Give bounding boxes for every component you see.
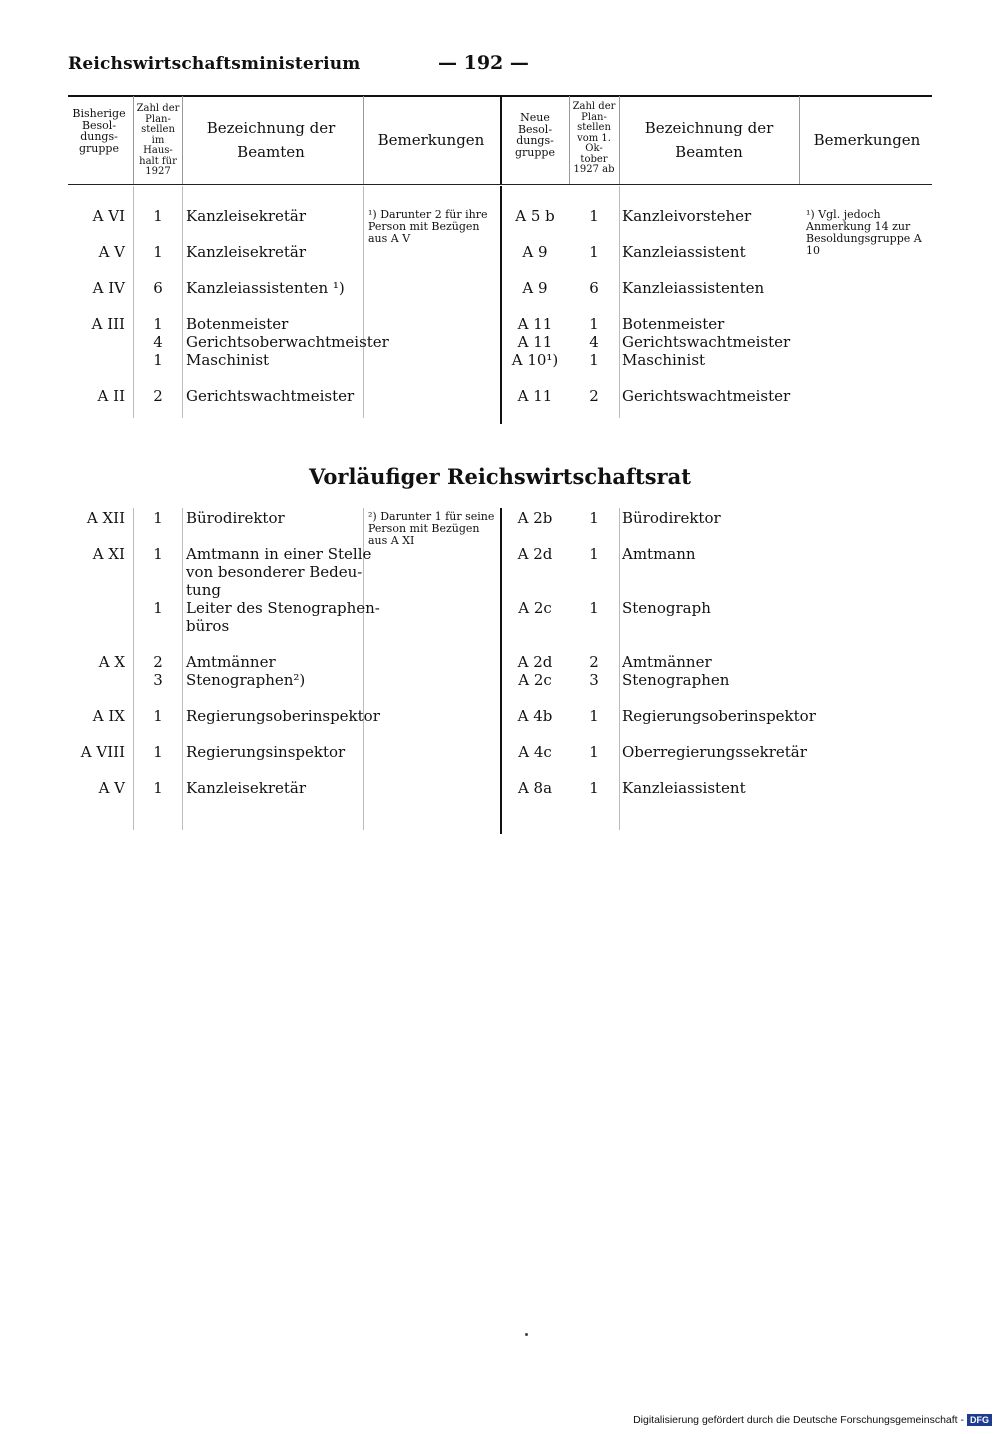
old-group: A III (91, 315, 125, 333)
header-bisherige-gruppe: Bisherige Besol-dungs-gruppe (72, 107, 126, 155)
title: Kanzleisekretär (186, 243, 307, 261)
title: Kanzleiassistenten ¹) (186, 279, 345, 297)
new-group: A 10¹) (511, 351, 559, 369)
count: 1 (153, 243, 163, 261)
title-new: Kanzleiassistenten (622, 279, 765, 297)
count: 3 (153, 671, 163, 689)
old-group: A V (98, 779, 125, 797)
old-group: A IV (92, 279, 125, 297)
count: 2 (153, 653, 163, 671)
count-new: 6 (589, 279, 599, 297)
title-new: Gerichtswachtmeister (622, 333, 791, 351)
count-new: 1 (589, 243, 599, 261)
count: 1 (153, 315, 163, 333)
divider (363, 186, 364, 418)
new-group: A 4c (518, 743, 552, 761)
count: 1 (153, 743, 163, 761)
title-new: Gerichtswachtmeister (622, 387, 791, 405)
new-group: A 2b (517, 509, 553, 527)
section-title: Vorläufiger Reichswirtschaftsrat (309, 464, 691, 489)
old-group: A IX (92, 707, 125, 725)
title: Bürodirektor (186, 509, 285, 527)
old-group: A V (98, 243, 125, 261)
title: Gerichtswachtmeister (186, 387, 355, 405)
title: Gerichtsoberwachtmeister (186, 333, 389, 351)
new-group: A 11 (517, 387, 553, 405)
divider (133, 508, 134, 830)
title: Kanzleisekretär (186, 779, 307, 797)
count-new: 1 (589, 207, 599, 225)
new-group: A 4b (517, 707, 553, 725)
old-group: A X (98, 653, 125, 671)
running-head: Reichswirtschaftsministerium (68, 54, 361, 74)
footer-text: Digitalisierung gefördert durch die Deutsche Forschungsgemeinschaft - (633, 1414, 964, 1426)
title-new: Kanzleiassistent (622, 779, 746, 797)
count-new: 1 (589, 599, 599, 617)
count-new: 1 (589, 315, 599, 333)
count: 1 (153, 599, 163, 617)
new-group: A 11 (517, 315, 553, 333)
title-new: Stenograph (622, 599, 711, 617)
dfg-logo: DFG (967, 1414, 992, 1426)
footnote-1-left: ¹) Darunter 2 für ihre Person mit Bezügen aus A V (368, 208, 488, 245)
divider (363, 96, 364, 184)
title-new: Bürodirektor (622, 509, 721, 527)
count-new: 1 (589, 743, 599, 761)
new-group: A 9 (522, 243, 548, 261)
count-new: 1 (589, 707, 599, 725)
header-rule (68, 184, 932, 185)
title: Regierungsoberinspektor (186, 707, 380, 725)
divider (619, 508, 620, 830)
center-divider (500, 186, 502, 424)
title-new: Maschinist (622, 351, 706, 369)
title: Amtmann in einer Stelle (186, 545, 372, 563)
divider (133, 186, 134, 418)
title-new: Botenmeister (622, 315, 725, 333)
title-new: Kanzleiassistent (622, 243, 746, 261)
title: Stenographen²) (186, 671, 306, 689)
page-number: — 192 — (438, 52, 529, 74)
count-new: 1 (589, 779, 599, 797)
divider (133, 96, 134, 184)
title-new: Kanzleivorsteher (622, 207, 752, 225)
header-neue-gruppe: Neue Besol-dungs-gruppe (515, 111, 555, 159)
new-group: A 2c (518, 671, 552, 689)
header-zahl-1927: Zahl der Plan-stellen im Haus-halt für 1927 (136, 103, 180, 177)
count-new: 1 (589, 545, 599, 563)
count: 1 (153, 707, 163, 725)
title-new: Amtmänner (622, 653, 712, 671)
count-new: 1 (589, 509, 599, 527)
title: Botenmeister (186, 315, 289, 333)
title: Leiter des Stenographen- (186, 599, 380, 617)
old-group: A XI (92, 545, 125, 563)
count: 1 (153, 509, 163, 527)
old-group: A XII (86, 509, 125, 527)
header-zahl-okt: Zahl der Plan-stellen vom 1. Ok-tober 1927 ab (572, 101, 616, 175)
divider (569, 96, 570, 184)
count: 1 (153, 351, 163, 369)
title: Maschinist (186, 351, 270, 369)
header-bemerkungen-2: Bemerkungen (813, 131, 921, 149)
count: 1 (153, 779, 163, 797)
center-divider (500, 508, 502, 834)
title-continued: büros (186, 617, 230, 635)
header-bezeichnung: Bezeichnung der Beamten (206, 119, 336, 161)
scan-speck (525, 1333, 528, 1336)
new-group: A 8a (517, 779, 553, 797)
count: 6 (153, 279, 163, 297)
new-group: A 2d (517, 545, 553, 563)
title-new: Stenographen (622, 671, 730, 689)
title-new: Regierungsoberinspektor (622, 707, 816, 725)
divider (182, 508, 183, 830)
count: 1 (153, 545, 163, 563)
divider (799, 96, 800, 184)
old-group: A VIII (80, 743, 125, 761)
new-group: A 2c (518, 599, 552, 617)
footer (633, 1414, 992, 1426)
footnote-1-right: ¹) Vgl. jedoch Anmerkung 14 zur Besoldungsgruppe A 10 (806, 208, 922, 257)
divider (500, 96, 502, 184)
count-new: 2 (589, 387, 599, 405)
new-group: A 5 b (515, 207, 555, 225)
count-new: 3 (589, 671, 599, 689)
divider (619, 186, 620, 418)
count: 4 (153, 333, 163, 351)
old-group: A VI (92, 207, 125, 225)
title: Kanzleisekretär (186, 207, 307, 225)
divider (619, 96, 620, 184)
title-new: Amtmann (622, 545, 696, 563)
count: 1 (153, 207, 163, 225)
count-new: 1 (589, 351, 599, 369)
header-bemerkungen: Bemerkungen (377, 131, 485, 149)
old-group: A II (97, 387, 125, 405)
divider (182, 96, 183, 184)
divider (182, 186, 183, 418)
count: 2 (153, 387, 163, 405)
count-new: 4 (589, 333, 599, 351)
new-group: A 2d (517, 653, 553, 671)
new-group: A 11 (517, 333, 553, 351)
header-bezeichnung-2: Bezeichnung der Beamten (644, 119, 774, 161)
footnote-2-left: ²) Darunter 1 für seine Person mit Bezügen aus A XI (368, 510, 495, 547)
count-new: 2 (589, 653, 599, 671)
title-continued: tung (186, 581, 221, 599)
title: Regierungsinspektor (186, 743, 346, 761)
new-group: A 9 (522, 279, 548, 297)
title-new: Oberregierungssekretär (622, 743, 807, 761)
title-continued: von besonderer Bedeu- (186, 563, 363, 581)
title: Amtmänner (186, 653, 276, 671)
